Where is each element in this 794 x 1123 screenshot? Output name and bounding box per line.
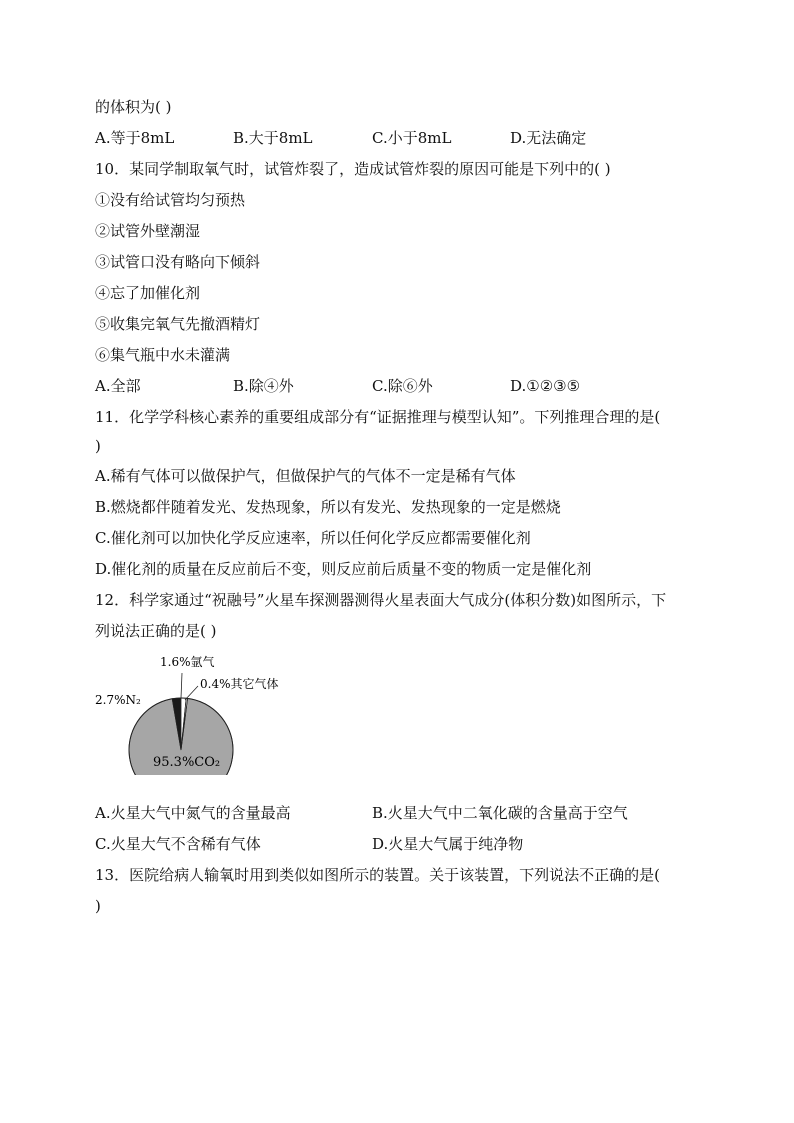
q11-stem-line1: 11．化学学科核心素养的重要组成部分有“证据推理与模型认知”。下列推理合理的是( [95, 408, 661, 426]
q11-stem-line2: ) [95, 437, 101, 455]
label-other: 0.4%其它气体 [200, 677, 279, 691]
label-n2: 2.7%N₂ [95, 693, 141, 707]
q10-item-2: ②试管外壁潮湿 [95, 222, 201, 240]
q10-item-6: ⑥集气瓶中水未灌满 [95, 346, 231, 364]
q10-option-c: C.除⑥外 [372, 377, 433, 395]
q13-stem-line2: ) [95, 897, 101, 915]
q11-option-b: B.燃烧都伴随着发光、发热现象，所以有发光、发热现象的一定是燃烧 [95, 498, 561, 516]
q10-option-a: A.全部 [95, 377, 141, 395]
q10-option-b: B.除④外 [233, 377, 294, 395]
q10-item-3: ③试管口没有略向下倾斜 [95, 253, 261, 271]
q10-item-1: ①没有给试管均匀预热 [95, 191, 246, 209]
q10-option-d: D.①②③⑤ [510, 377, 581, 395]
q10-stem: 10．某同学制取氧气时，试管炸裂了，造成试管炸裂的原因可能是下列中的( ) [95, 160, 611, 178]
q12-stem-line1: 12．科学家通过“祝融号”火星车探测器测得火星表面大气成分(体积分数)如图所示，下 [95, 591, 667, 609]
q10-item-5: ⑤收集完氧气先撤酒精灯 [95, 315, 261, 333]
q9-option-a: A.等于8mL [95, 129, 175, 147]
q12-stem-line2: 列说法正确的是( ) [95, 622, 217, 640]
label-leader-other [185, 686, 198, 700]
q10-item-4: ④忘了加催化剂 [95, 284, 201, 302]
q12-option-c: C.火星大气不含稀有气体 [95, 835, 261, 853]
q11-option-c: C.催化剂可以加快化学反应速率，所以任何化学反应都需要催化剂 [95, 529, 531, 547]
q11-option-a: A.稀有气体可以做保护气，但做保护气的气体不一定是稀有气体 [95, 467, 516, 485]
label-leader-argon [181, 673, 182, 698]
q12-option-b: B.火星大气中二氧化碳的含量高于空气 [372, 804, 628, 822]
q9-option-d: D.无法确定 [510, 129, 587, 147]
q11-option-d: D.催化剂的质量在反应前后不变，则反应前后质量不变的物质一定是催化剂 [95, 560, 592, 578]
q9-stem-tail: 的体积为( ) [95, 98, 172, 116]
q9-option-b: B.大于8mL [233, 129, 313, 147]
q12-option-a: A.火星大气中氮气的含量最高 [95, 804, 291, 822]
label-argon: 1.6%氩气 [160, 655, 215, 669]
q9-option-c: C.小于8mL [372, 129, 452, 147]
mars-atmosphere-pie-chart [90, 650, 310, 775]
label-co2: 95.3%CO₂ [153, 755, 221, 770]
q12-option-d: D.火星大气属于纯净物 [372, 835, 524, 853]
q13-stem-line1: 13．医院给病人输氧时用到类似如图所示的装置。关于该装置，下列说法不正确的是( [95, 866, 660, 884]
